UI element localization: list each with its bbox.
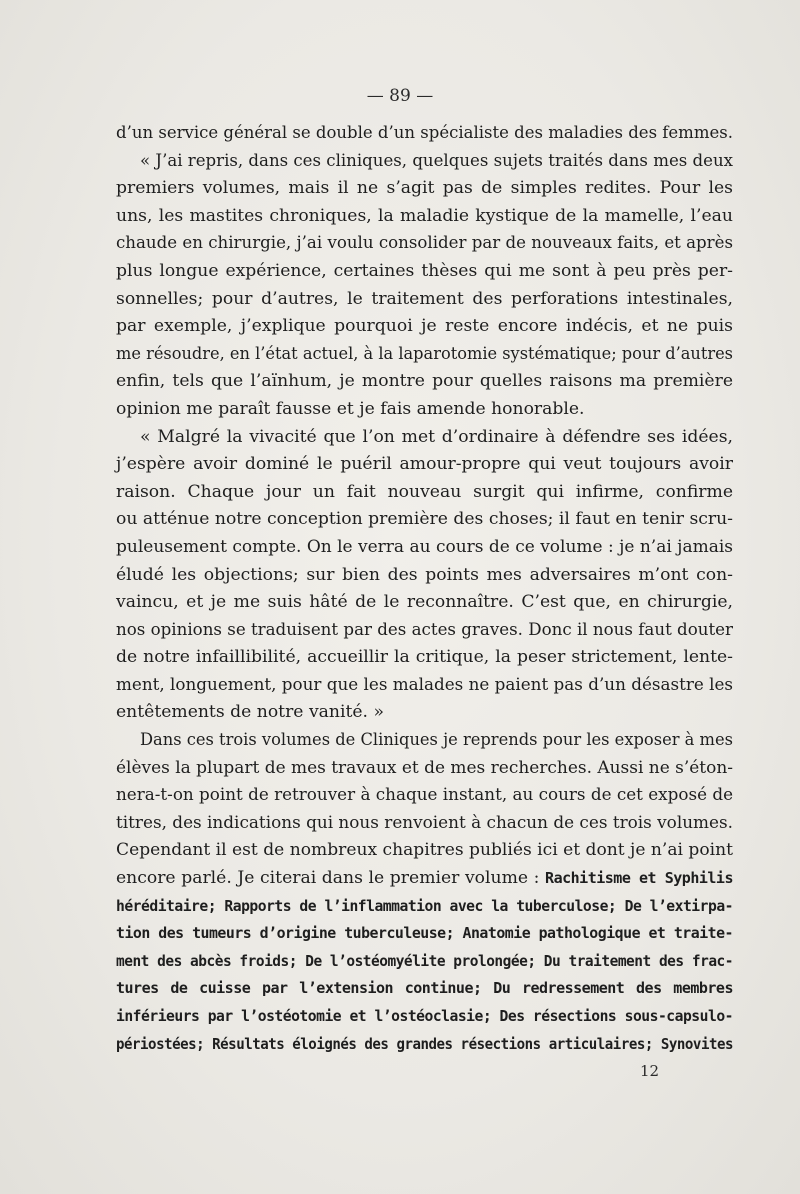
text-run: nera-t-on point de retrouver à chaque instant, au cours de cet exposé de: [116, 785, 733, 806]
text-line: [116, 865, 733, 893]
text-line: [116, 451, 733, 479]
text-run: éludé les objections; sur bien des points mes adversaires m’ont con-: [116, 564, 733, 585]
text-line: [116, 672, 733, 700]
bold-title-text: ment des abcès froids; De l’ostéomyélite prolongée; Du traitement des frac-: [116, 951, 733, 970]
text-run: nos opinions se traduisent par des actes graves. Donc il nous faut douter: [116, 619, 733, 640]
text-run: « Malgré la vivacité que l’on met d’ordinaire à défendre ses idées,: [140, 426, 733, 447]
text-run: d’un service général se double d’un spécialiste des maladies des femmes.: [116, 123, 733, 143]
text-line: [116, 396, 733, 424]
text-run: enfin, tels que l’aïnhum, je montre pour quelles raisons ma première: [116, 371, 733, 392]
text-line: [116, 341, 733, 369]
text-line: [116, 644, 733, 672]
text-line: [116, 479, 733, 507]
text-line: [116, 424, 733, 452]
text-line: [116, 175, 733, 203]
text-line: [116, 893, 733, 921]
text-run: entêtements de notre vanité. »: [116, 702, 384, 723]
text-run: « J’ai repris, dans ces cliniques, quelques sujets traités dans mes deux: [140, 150, 733, 171]
text-line: [116, 699, 733, 727]
text-run: encore parlé. Je citerai dans le premier volume :: [116, 868, 546, 889]
text-run: plus longue expérience, certaines thèses qui me sont à peu près per-: [116, 260, 733, 281]
text-run: de notre infaillibilité, accueillir la critique, la peser strictement, lente-: [116, 647, 733, 668]
bold-title-text: héréditaire; Rapports de l’inflammation avec la tuberculose; De l’extirpa-: [116, 896, 733, 915]
bold-title-text: périostées; Résultats éloignés des grandes résections articulaires; Synovites: [116, 1034, 733, 1053]
text-line: [116, 506, 733, 534]
bold-title-text: tion des tumeurs d’origine tuberculeuse; Anatomie pathologique et traite-: [116, 924, 733, 943]
text-line: [116, 975, 733, 1003]
text-run: vaincu, et je me suis hâté de le reconnaître. C’est que, en chirurgie,: [116, 592, 733, 613]
text-line: [116, 203, 733, 231]
text-line: [116, 617, 733, 645]
text-line: [116, 920, 733, 948]
text-line: [116, 368, 733, 396]
text-line: [116, 782, 733, 810]
text-line: [116, 534, 733, 562]
text-run: j’espère avoir dominé le puéril amour-propre qui veut toujours avoir: [116, 454, 733, 475]
text-line: [116, 286, 733, 314]
text-run: par exemple, j’explique pourquoi je reste encore indécis, et ne puis: [116, 316, 733, 337]
bold-title-text: inférieurs par l’ostéotomie et l’ostéoclasie; Des résections sous-capsulo-: [116, 1007, 733, 1025]
text-line: [116, 1031, 733, 1059]
text-line: [116, 562, 733, 590]
text-line: [116, 148, 733, 176]
text-line: [116, 120, 733, 148]
text-run: raison. Chaque jour un fait nouveau surgit qui infirme, confirme: [116, 481, 733, 502]
bold-title-text: Rachitisme et Syphilis: [545, 869, 733, 888]
text-run: titres, des indications qui nous renvoient à chacun de ces trois volumes.: [116, 812, 733, 833]
signature-mark: 12: [640, 1062, 660, 1080]
text-run: ment, longuement, pour que les malades ne paient pas d’un désastre les: [116, 674, 733, 695]
text-run: ou atténue notre conception première des choses; il faut en tenir scru-: [116, 509, 733, 530]
text-run: puleusement compte. On le verra au cours de ce volume : je n’ai jamais: [116, 536, 733, 557]
text-run: Cependant il est de nombreux chapitres publiés ici et dont je n’ai point: [116, 840, 733, 861]
text-line: [116, 810, 733, 838]
page-number: — 89 —: [366, 86, 434, 106]
text-run: élèves la plupart de mes travaux et de mes recherches. Aussi ne s’éton-: [116, 757, 733, 778]
text-run: uns, les mastites chroniques, la maladie kystique de la mamelle, l’eau: [116, 205, 733, 226]
text-line: [116, 313, 733, 341]
text-line: [116, 1003, 733, 1031]
text-line: [116, 948, 733, 976]
text-run: Dans ces trois volumes de Cliniques je reprends pour les exposer à mes: [140, 730, 733, 751]
text-line: [116, 589, 733, 617]
body-text: [116, 120, 733, 1058]
text-run: sonnelles; pour d’autres, le traitement des perforations intestinales,: [116, 288, 733, 309]
text-line: [116, 230, 733, 258]
text-line: [116, 258, 733, 286]
bold-title-text: tures de cuisse par l’extension continue; Du redressement des membres: [116, 979, 733, 998]
text-run: premiers volumes, mais il ne s’agit pas de simples redites. Pour les: [116, 178, 733, 199]
text-run: opinion me paraît fausse et je fais amende honorable.: [116, 398, 585, 419]
text-line: [116, 837, 733, 865]
text-run: chaude en chirurgie, j’ai voulu consolider par de nouveaux faits, et après: [116, 233, 733, 254]
text-run: me résoudre, en l’état actuel, à la laparotomie systématique; pour d’autres: [116, 343, 733, 364]
text-line: [116, 727, 733, 755]
text-line: [116, 755, 733, 783]
